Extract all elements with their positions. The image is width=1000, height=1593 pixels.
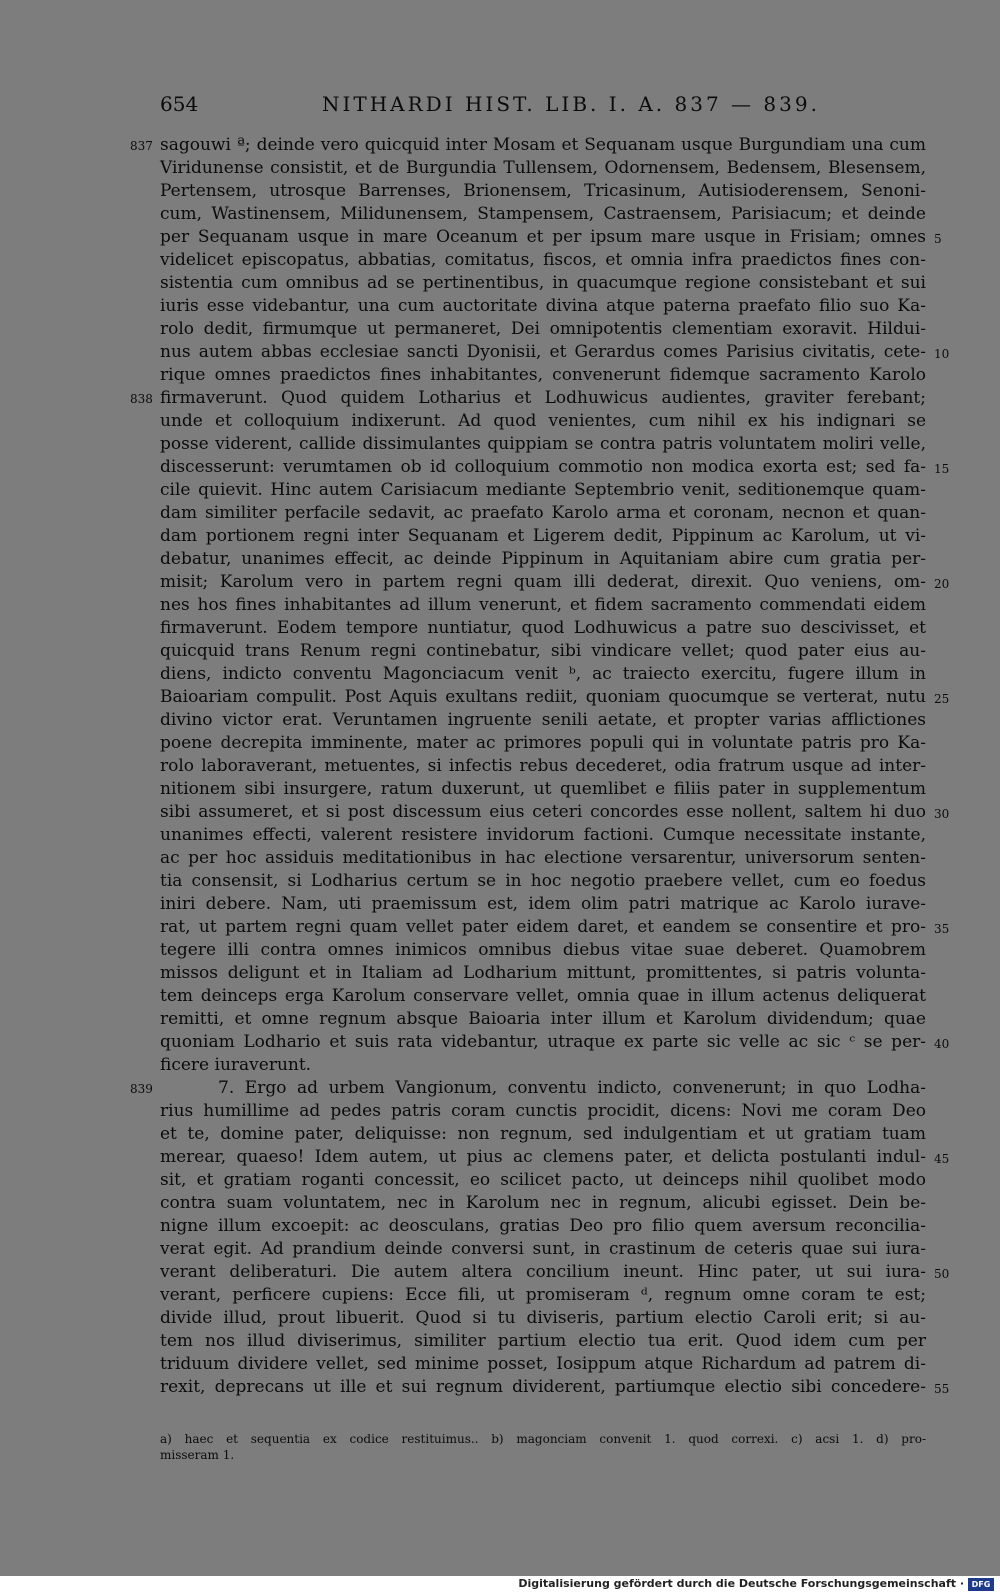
line-text: Baioariam compulit. Post Aquis exultans rediit, quoniam quocumque se verterat, nutu: [160, 687, 926, 707]
line-text: rius humillime ad pedes patris coram cunctis procidit, dicens: Novi me coram Deo: [160, 1101, 926, 1121]
text-line: [160, 1376, 950, 1399]
text-line: [160, 272, 926, 295]
text-line: [160, 318, 926, 341]
line-text: ficere iuraverunt.: [160, 1055, 312, 1075]
text-line: [130, 1077, 926, 1100]
line-text: rique omnes praedictos fines inhabitantes, convenerunt fidemque sacramento Karolo: [160, 365, 926, 385]
running-title: NITHARDI HIST. LIB. I. A. 837 — 839.: [322, 92, 820, 116]
line-number: 30: [934, 807, 950, 821]
text-line: [160, 295, 926, 318]
text-line: [160, 1169, 926, 1192]
text-line: [160, 1238, 926, 1261]
line-text: poene decrepita imminente, mater ac primores populi qui in voluntate patris pro Ka-: [160, 733, 926, 753]
line-text: sagouwi ª; deinde vero quicquid inter Mosam et Sequanam usque Burgundiam una cum: [160, 135, 926, 155]
line-number: 10: [934, 347, 950, 361]
text-line: [160, 456, 950, 479]
text-line: [160, 203, 926, 226]
text-line: [130, 387, 926, 410]
line-text: quicquid trans Renum regni continebatur, sibi vindicare vellet; quod pater eius au-: [160, 641, 926, 661]
text-line: [160, 985, 926, 1008]
text-line: [160, 1031, 950, 1054]
line-number: 35: [934, 922, 950, 936]
line-text: sit, et gratiam roganti concessit, eo scilicet pacto, ut deinceps nihil quolibet modo: [160, 1170, 926, 1190]
main-text: [130, 134, 950, 1399]
text-line: [160, 686, 950, 709]
line-text: rolo dedit, firmumque ut permaneret, Dei omnipotentis clementiam exoravit. Hildui-: [160, 319, 926, 339]
line-text: et te, domine pater, deliquisse: non regnum, sed indulgentiam et ut gratiam tuam: [160, 1124, 926, 1144]
line-text: remitti, et omne regnum absque Baioaria inter illum et Karolum dividendum; quae: [160, 1009, 926, 1029]
line-number: 45: [934, 1152, 950, 1166]
line-text: iuris esse videbantur, una cum auctoritate divina atque paterna praefato filio suo Ka-: [160, 296, 926, 316]
text-line: [160, 525, 926, 548]
line-text: triduum dividere vellet, sed minime posset, Iosippum atque Richardum ad patrem di-: [160, 1354, 926, 1374]
line-number: 20: [934, 577, 950, 591]
text-line: [160, 479, 926, 502]
line-number: 25: [934, 692, 950, 706]
line-text: tem nos illud diviserimus, similiter partium electio tua erit. Quod idem cum per: [160, 1331, 926, 1351]
text-line: [160, 778, 926, 801]
running-header: [160, 92, 860, 122]
text-line: [160, 249, 926, 272]
line-text: firmaverunt. Eodem tempore nuntiatur, quod Lodhuwicus a patre suo descivisset, et: [160, 618, 926, 638]
line-text: nigne illum excoepit: ac deosculans, gratias Deo pro filio quem aversum reconcilia-: [160, 1216, 926, 1236]
line-text: misit; Karolum vero in partem regni quam illi dederat, direxit. Quo veniens, om-: [160, 572, 926, 592]
line-text: nes hos fines inhabitantes ad illum venerunt, et fidem sacramento commendati eidem: [160, 595, 926, 615]
line-text: rolo laboraverant, metuentes, si infectis rebus decederet, odia fratrum usque ad inter-: [160, 756, 926, 776]
line-text: sibi assumeret, et si post discessum eius ceteri concordes esse nollent, saltem hi duo: [160, 802, 926, 822]
line-text: divide illud, prout libuerit. Quod si tu diviseris, partium electio Caroli erit; si au-: [160, 1308, 926, 1328]
text-line: [160, 433, 926, 456]
line-number: 40: [934, 1037, 950, 1051]
line-text: verant, perficere cupiens: Ecce fili, ut promiseram ᵈ, regnum omne coram te est;: [160, 1285, 926, 1305]
text-line: [160, 364, 926, 387]
dfg-logo: DFG: [968, 1578, 994, 1591]
year-marginal: 839: [130, 1082, 153, 1096]
line-text: tia consensit, si Lodharius certum se in hoc negotio praebere vellet, cum eo foedus: [160, 871, 926, 891]
text-line: [160, 571, 950, 594]
line-text: dam similiter perfacile sedavit, ac praefato Karolo arma et coronam, necnon et quan-: [160, 503, 926, 523]
footnote-line: a) haec et sequentia ex codice restituimus.. b) magonciam convenit 1. quod correxi. c) acsi 1. d) pro-: [160, 1432, 926, 1446]
line-number: 50: [934, 1267, 950, 1281]
text-line: [160, 663, 926, 686]
line-text: quoniam Lodhario et suis rata videbantur, utraque ex parte sic velle ac sic ᶜ se per-: [160, 1032, 926, 1052]
line-text: divino victor erat. Veruntamen ingruente senili aetate, et propter varias afflictiones: [160, 710, 926, 730]
text-line: [160, 1008, 926, 1031]
footnote-line: misseram 1.: [160, 1448, 235, 1462]
text-line: [160, 1261, 950, 1284]
line-number: 5: [934, 232, 942, 246]
line-text: discesserunt: verumtamen ob id colloquium commotio non modica exorta est; sed fa-: [160, 457, 926, 477]
text-line: [160, 916, 950, 939]
text-line: [160, 824, 926, 847]
line-text: iniri debere. Nam, uti praemissum est, idem olim patri matrique ac Karolo iurave-: [160, 894, 926, 914]
line-text: contra suam voluntatem, nec in Karolum nec in regnum, alicubi egisset. Dein be-: [160, 1193, 926, 1213]
footnotes: [160, 1431, 926, 1463]
text-line: [160, 157, 926, 180]
footer-bar: [0, 1576, 1000, 1593]
text-line: [160, 226, 942, 249]
footer-credit: Digitalisierung gefördert durch die Deutsche Forschungsgemeinschaft ·: [518, 1577, 964, 1590]
line-number: 55: [934, 1382, 950, 1396]
line-text: tegere illi contra omnes inimicos omnibus diebus vitae suae deberet. Quamobrem: [160, 940, 926, 960]
line-text: nus autem abbas ecclesiae sancti Dyonisii, et Gerardus comes Parisius civitatis, cete-: [160, 342, 926, 362]
line-text: posse viderent, callide dissimulantes quippiam se contra patris voluntatem moliri velle,: [160, 434, 926, 454]
text-line: [160, 732, 926, 755]
text-line: [160, 755, 926, 778]
line-text: missos deligunt et in Italiam ad Lodharium mittunt, promittentes, si patris volunta-: [160, 963, 926, 983]
text-line: [160, 617, 926, 640]
line-text: tem deinceps erga Karolum conservare vellet, omnia quae in illum actenus deliquerat: [160, 986, 926, 1006]
text-line: [160, 410, 926, 433]
year-marginal: 837: [130, 139, 153, 153]
text-line: [160, 870, 926, 893]
line-text: diens, indicto conventu Magonciacum venit ᵇ, ac traiecto exercitu, fugere illum in: [160, 664, 926, 684]
text-line: [160, 1330, 926, 1353]
line-text: rat, ut partem regni quam vellet pater eidem daret, et eandem se consentire et pro-: [160, 917, 926, 937]
year-marginal: 838: [130, 392, 153, 406]
line-number: 15: [934, 462, 950, 476]
text-line: [160, 1146, 950, 1169]
text-line: [160, 1284, 926, 1307]
text-line: [160, 640, 926, 663]
text-line: [160, 1054, 926, 1077]
page-number: 654: [160, 92, 199, 116]
line-text: verant deliberaturi. Die autem altera concilium ineunt. Hinc pater, ut sui iura-: [160, 1262, 926, 1282]
text-line: [160, 801, 950, 824]
text-line: [160, 1215, 926, 1238]
line-text: dam portionem regni inter Sequanam et Ligerem dedit, Pippinum ac Karolum, ut vi-: [160, 526, 926, 546]
line-text: per Sequanam usque in mare Oceanum et per ipsum mare usque in Frisiam; omnes: [160, 227, 926, 247]
line-text: debatur, unanimes effecit, ac deinde Pippinum in Aquitaniam abire cum gratia per-: [160, 549, 926, 569]
text-line: [160, 1123, 926, 1146]
line-text: merear, quaeso! Idem autem, ut pius ac clemens pater, et delicta postulanti indul-: [160, 1147, 926, 1167]
text-line: [160, 939, 926, 962]
line-text: verat egit. Ad prandium deinde conversi sunt, in crastinum de ceteris quae sui iura-: [160, 1239, 926, 1259]
text-line: [160, 594, 926, 617]
text-line: [160, 709, 926, 732]
text-line: [160, 893, 926, 916]
line-text: ac per hoc assiduis meditationibus in hac electione versarentur, universorum senten-: [160, 848, 926, 868]
text-line: [160, 548, 926, 571]
text-line: [160, 502, 926, 525]
line-text: Pertensem, utrosque Barrenses, Brionensem, Tricasinum, Autisioderensem, Senoni-: [160, 181, 926, 201]
text-line: [160, 1100, 926, 1123]
line-text: sistentia cum omnibus ad se pertinentibus, in quacumque regione consistebant et sui: [160, 273, 926, 293]
text-line: [160, 180, 926, 203]
line-text: videlicet episcopatus, abbatias, comitatus, fiscos, et omnia infra praedictos fines con-: [160, 250, 926, 270]
line-text: unanimes effecti, valerent resistere invidorum factioni. Cumque necessitate instante,: [160, 825, 926, 845]
text-line: [160, 847, 926, 870]
text-line: [160, 341, 950, 364]
text-line: [130, 134, 926, 157]
line-text: 7. Ergo ad urbem Vangionum, conventu indicto, convenerunt; in quo Lodha-: [218, 1078, 926, 1098]
line-text: firmaverunt. Quod quidem Lotharius et Lodhuwicus audientes, graviter ferebant;: [160, 388, 926, 408]
text-line: [160, 1353, 926, 1376]
text-line: [160, 1307, 926, 1330]
line-text: cum, Wastinensem, Milidunensem, Stampensem, Castraensem, Parisiacum; et deinde: [160, 204, 926, 224]
line-text: Viridunense consistit, et de Burgundia Tullensem, Odornensem, Bedensem, Blesensem,: [160, 158, 926, 178]
line-text: nitionem sibi insurgere, ratum duxerunt, ut quemlibet e filiis pater in supplementum: [160, 779, 926, 799]
line-text: cile quievit. Hinc autem Carisiacum mediante Septembrio venit, seditionemque quam-: [160, 480, 926, 500]
line-text: rexit, deprecans ut ille et sui regnum dividerent, partiumque electio sibi concedere-: [160, 1377, 926, 1397]
text-line: [160, 962, 926, 985]
text-line: [160, 1192, 926, 1215]
line-text: unde et colloquium indixerunt. Ad quod venientes, cum nihil ex his indignari se: [160, 411, 926, 431]
